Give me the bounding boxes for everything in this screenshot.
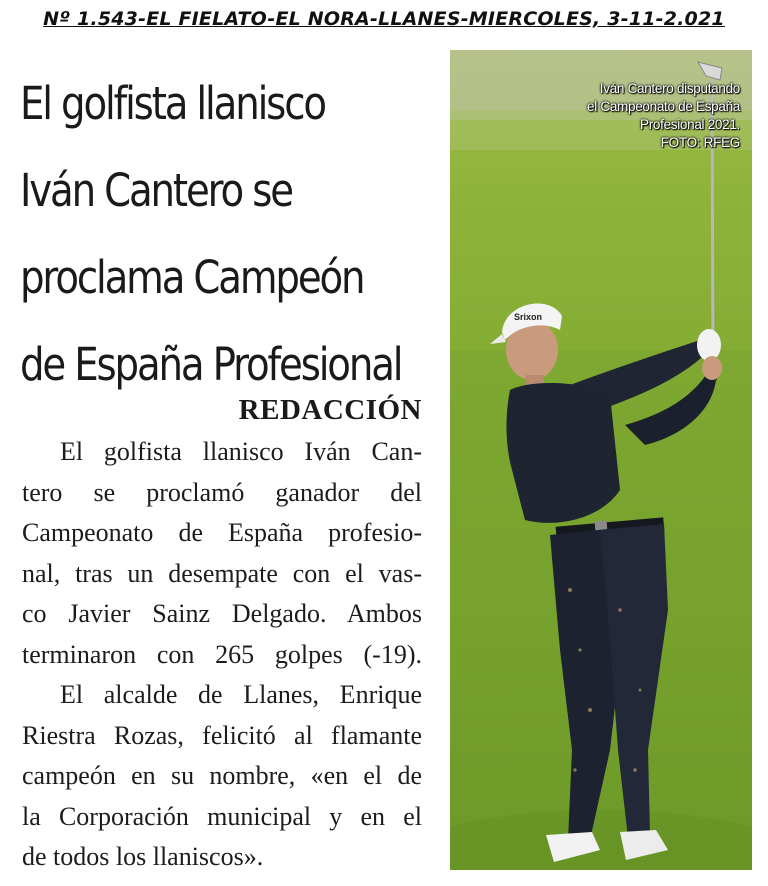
text-line: El golfista llanisco Iván Can- xyxy=(60,437,422,466)
text-line: de todos los llaniscos». xyxy=(22,842,264,871)
text-line: Riestra Rozas, felicitó al flamante xyxy=(22,720,422,750)
text-line: Campeonato de España profesio- xyxy=(22,518,422,547)
text-line: campeón en su nombre, «en el de xyxy=(22,761,422,790)
article-paragraph xyxy=(22,675,422,878)
text-line: terminaron con 265 golpes (-19). xyxy=(22,639,422,669)
headline-line: de España Profesional xyxy=(20,338,402,391)
caption-line: Iván Cantero disputando xyxy=(599,81,740,96)
headline-line: Iván Cantero se xyxy=(20,164,292,217)
text-line: co Javier Sainz Delgado. Ambos xyxy=(22,599,422,628)
caption-line: FOTO: RFEG xyxy=(660,135,740,150)
article-paragraph xyxy=(22,432,422,675)
article-body xyxy=(22,432,422,878)
article-byline: REDACCIÓN xyxy=(238,394,422,426)
golfer-photo xyxy=(450,50,752,870)
text-line: la Corporación municipal y en el xyxy=(22,801,422,831)
caption-line: el Campeonato de España xyxy=(587,99,740,114)
text-line: tero se proclamó ganador del xyxy=(22,477,422,507)
text-line: nal, tras un desempate con el vas- xyxy=(22,558,422,588)
headline-line: El golfista llanisco xyxy=(20,77,325,130)
photo-caption xyxy=(587,80,740,152)
headline-line: proclama Campeón xyxy=(20,251,364,304)
text-line: El alcalde de Llanes, Enrique xyxy=(60,680,422,709)
article-headline xyxy=(20,60,402,408)
cap-brand-label: Srixon xyxy=(514,312,543,322)
issue-header-line: Nº 1.543-EL FIELATO-EL NORA-LLANES-MIERCOLES, 3-11-2.021 xyxy=(43,8,725,30)
caption-line: Profesional 2021. xyxy=(640,117,740,132)
golfer-illustration xyxy=(450,50,752,870)
